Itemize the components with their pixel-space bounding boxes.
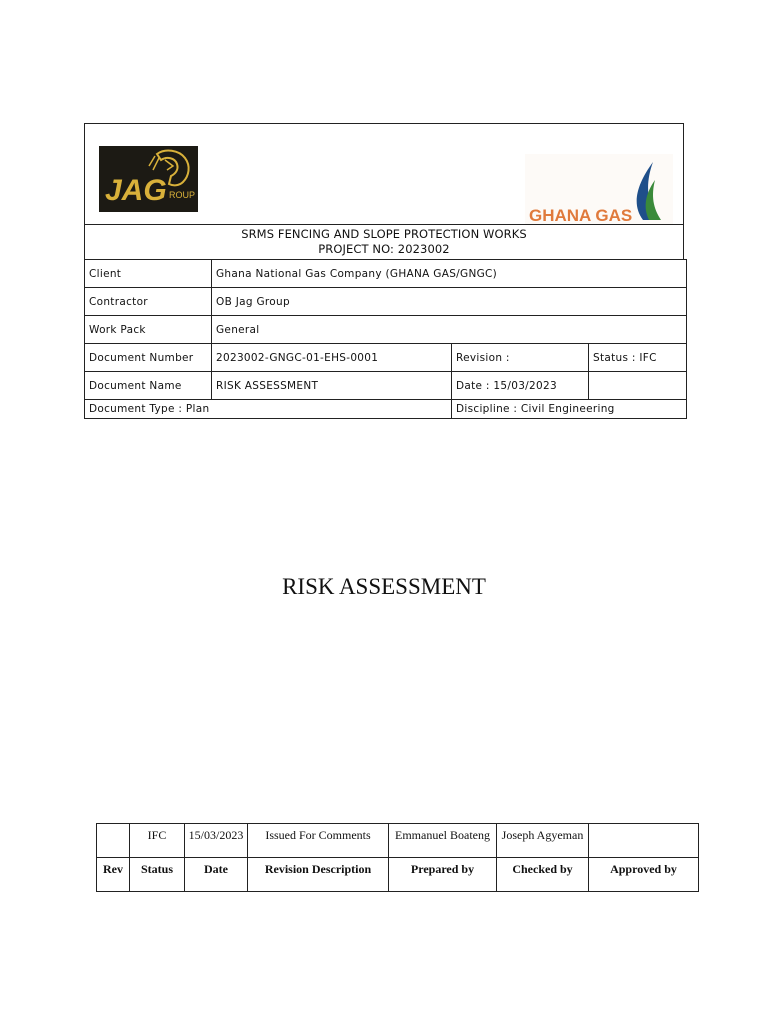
discipline-cell: Discipline : Civil Engineering [452, 400, 687, 419]
jag-lion-logo-icon [99, 146, 198, 212]
document-number-row [85, 344, 687, 372]
document-name-value: RISK ASSESSMENT [212, 372, 452, 400]
document-number-value: 2023002-GNGC-01-EHS-0001 [212, 344, 452, 372]
ghana-gas-text: GHANA GAS [529, 206, 633, 224]
document-type-cell: Document Type : Plan [85, 400, 452, 419]
status-cell: Status : IFC [589, 344, 687, 372]
date-header: Date [185, 858, 248, 892]
revision-row [97, 824, 699, 858]
contractor-row [85, 288, 687, 316]
document-name-row [85, 372, 687, 400]
work-pack-label: Work Pack [85, 316, 212, 344]
jag-group-text: ROUP [169, 190, 196, 200]
approved-by-header: Approved by [589, 858, 699, 892]
checked-by-value: Joseph Agyeman [497, 824, 589, 858]
main-title: RISK ASSESSMENT [282, 574, 486, 599]
document-header-box [84, 123, 684, 260]
date-cell: Date : 15/03/2023 [452, 372, 589, 400]
document-type-row [85, 400, 687, 419]
rev-header: Rev [97, 858, 130, 892]
status-value: IFC [130, 824, 185, 858]
contractor-value: OB Jag Group [212, 288, 687, 316]
jag-group-logo [99, 146, 198, 212]
ghana-gas-logo [525, 154, 673, 224]
revision-cell: Revision : [452, 344, 589, 372]
jag-brand-text: JAG [105, 174, 167, 207]
description-header: Revision Description [248, 858, 389, 892]
empty-cell [589, 372, 687, 400]
description-value: Issued For Comments [248, 824, 389, 858]
date-value: 15/03/2023 [185, 824, 248, 858]
project-title: SRMS FENCING AND SLOPE PROTECTION WORKS [241, 227, 527, 241]
client-label: Client [85, 260, 212, 288]
project-number: PROJECT NO: 2023002 [318, 242, 450, 256]
client-row [85, 260, 687, 288]
work-pack-value: General [212, 316, 687, 344]
document-info-table [84, 259, 687, 419]
revision-table [96, 823, 699, 892]
project-title-block [85, 224, 683, 260]
contractor-label: Contractor [85, 288, 212, 316]
document-number-label: Document Number [85, 344, 212, 372]
work-pack-row [85, 316, 687, 344]
client-value: Ghana National Gas Company (GHANA GAS/GNGC) [212, 260, 687, 288]
document-name-label: Document Name [85, 372, 212, 400]
prepared-by-header: Prepared by [389, 858, 497, 892]
rev-value [97, 824, 130, 858]
ghana-gas-flame-icon [525, 154, 673, 224]
revision-header-row [97, 858, 699, 892]
checked-by-header: Checked by [497, 858, 589, 892]
approved-by-value [589, 824, 699, 858]
prepared-by-value: Emmanuel Boateng [389, 824, 497, 858]
status-header: Status [130, 858, 185, 892]
